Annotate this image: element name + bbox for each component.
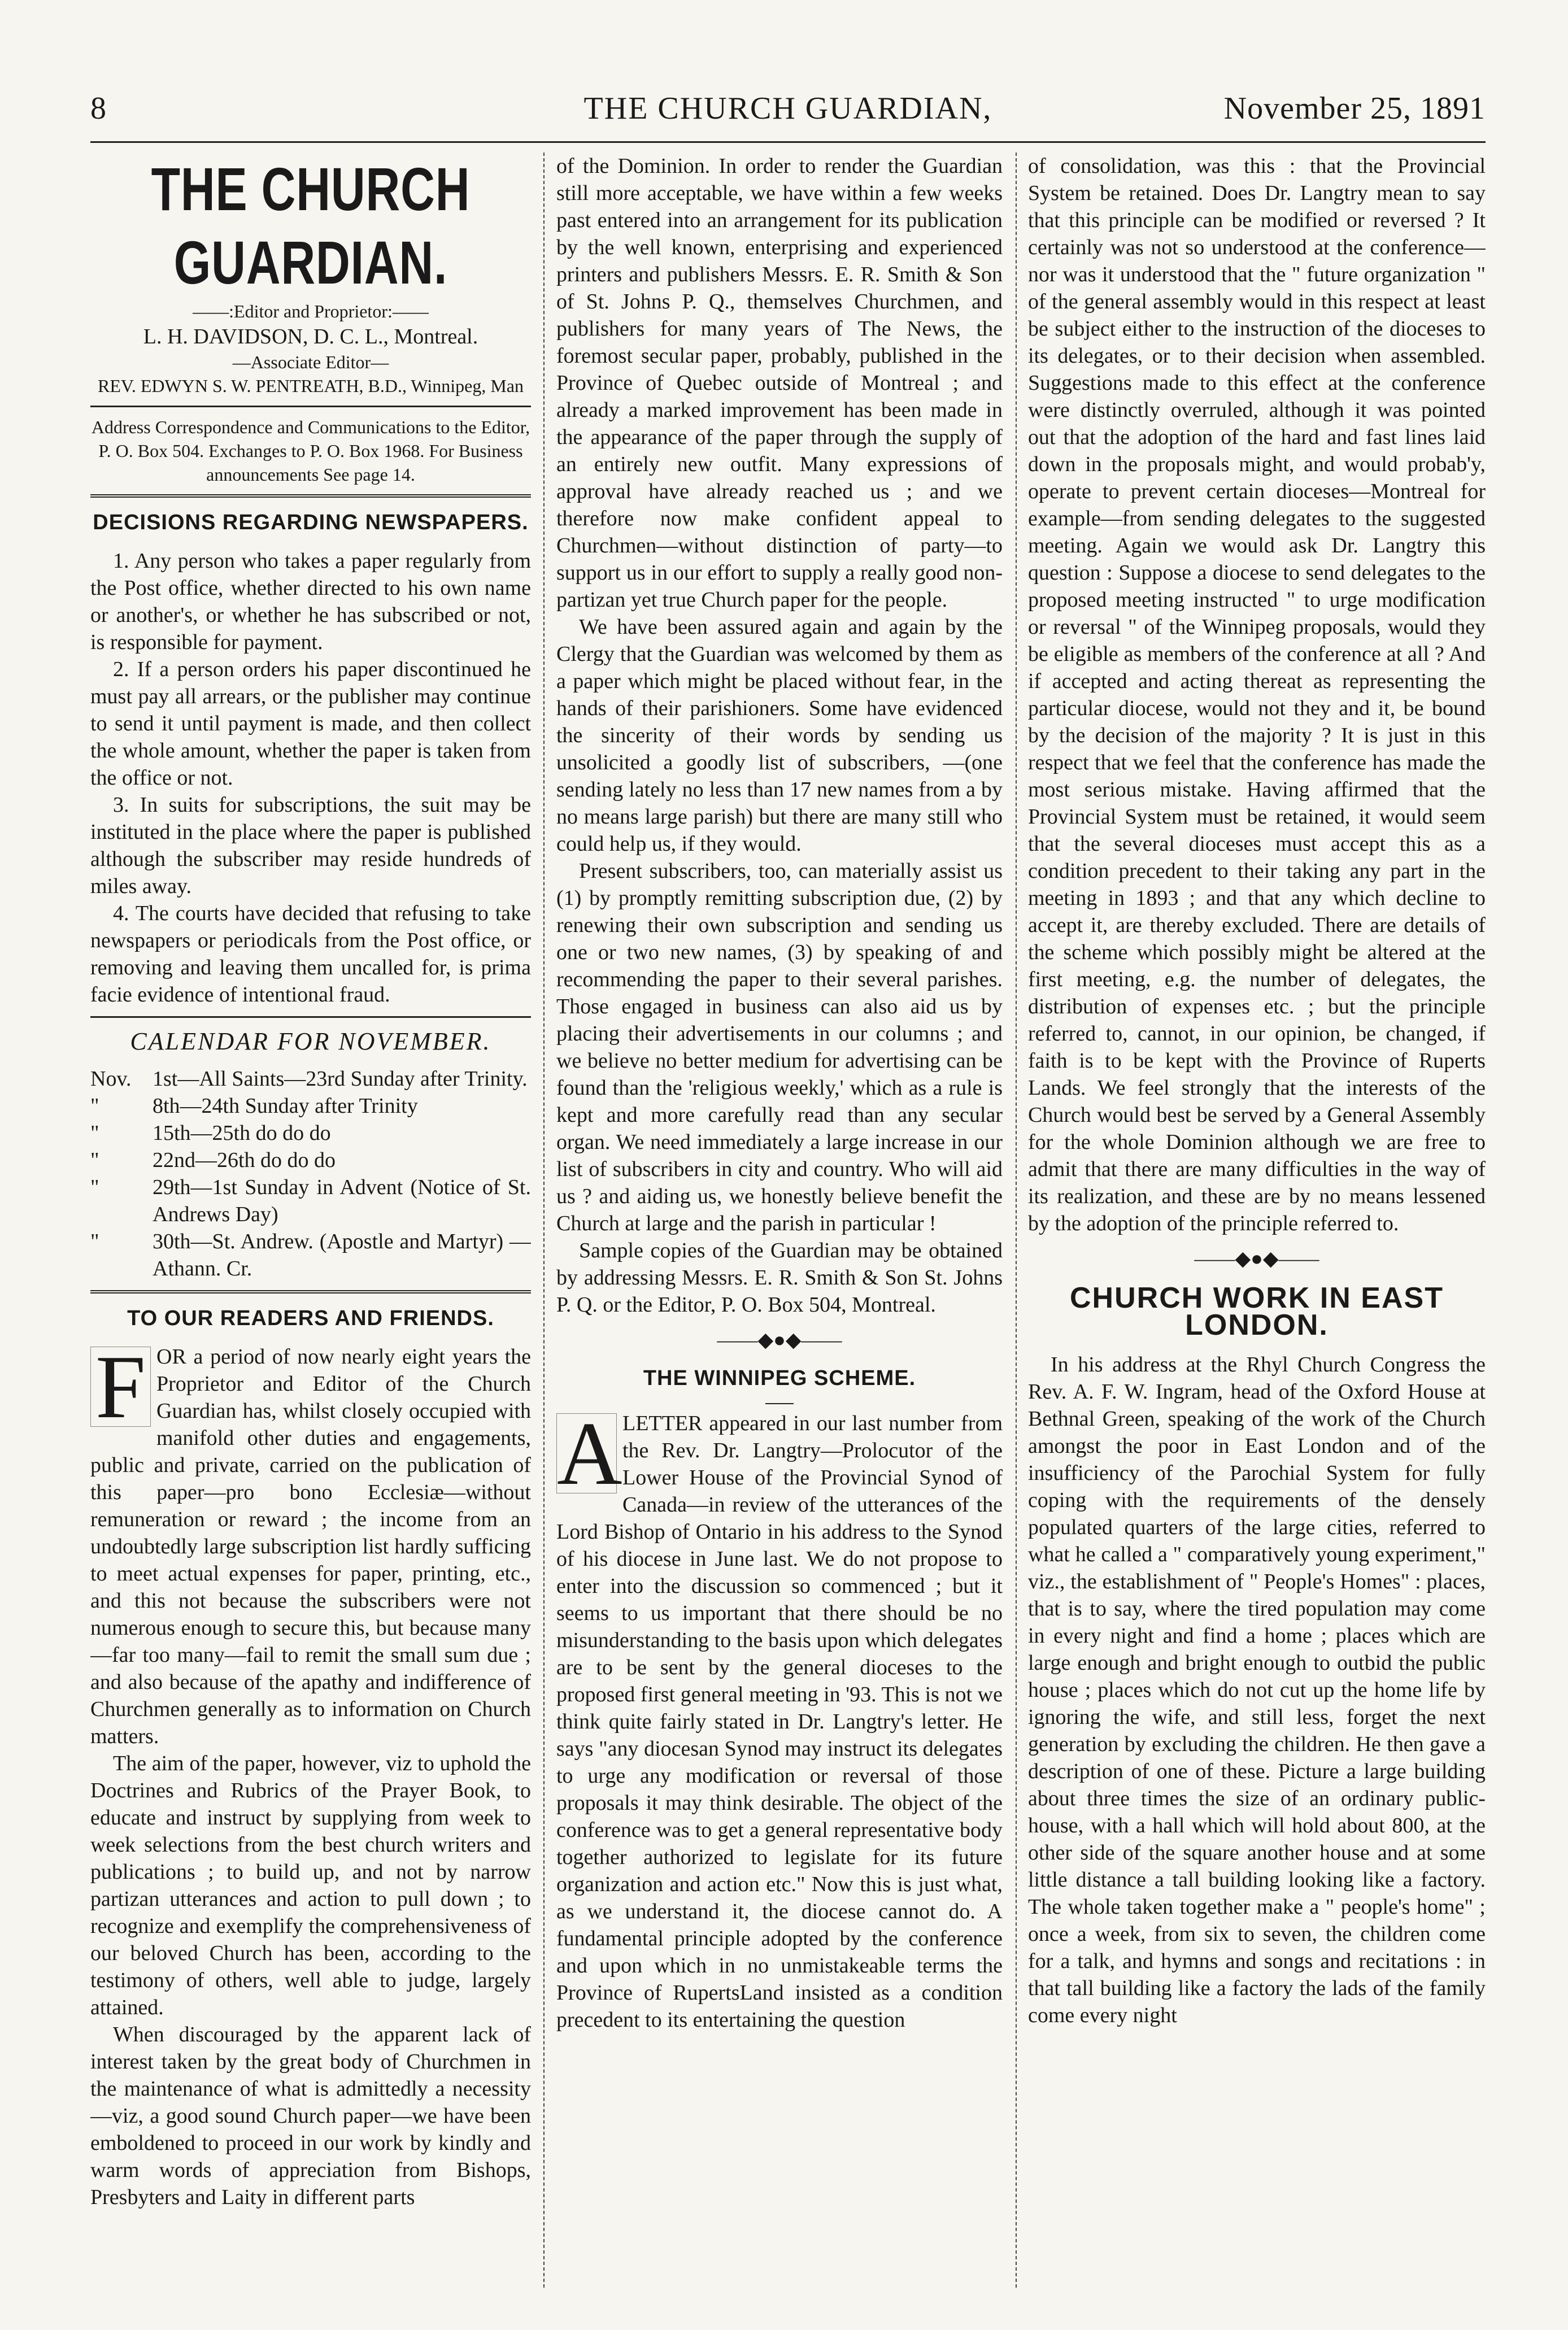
calendar-month: " <box>90 1230 99 1253</box>
issue-date: November 25, 1891 <box>1223 91 1486 126</box>
associate-name: REV. EDWYN S. W. PENTREATH, B.D., Winnipeg, Man <box>98 376 524 396</box>
readers-paragraph: of the Dominion. In order to render the Guardian still more acceptable, we have within a few weeks past entered into an arrangement for its publication by the well known, enterprising and experienced printers and publishers Messrs. E. R. Smith & Son of St. Johns P. Q., themselves Churchmen, and publishers for many years of The News, the foremost secular paper, probably, published in the Province of Quebec outside of Montreal ; and already a marked improvement has been made in the appearance of the paper through the supply of an entirely new outfit. Many expressions of approval have already reached us ; and we therefore now make confident appeal to Churchmen—without distinction of party—to support us in our effort to supply a really good non-partizan yet true Church paper for the people. <box>556 154 1003 612</box>
readers-heading: TO OUR READERS AND FRIENDS. <box>127 1306 494 1330</box>
divider <box>90 494 531 498</box>
readers-paragraph: We have been assured again and again by the Clergy that the Guardian was welcomed by them as a paper which might be placed without fear, in the hands of their parishioners. Some have evidenced the sincerity of their words by sending us unsolicited a goodly list of subscribers, —(one sending lately no less than 17 new names from a by no means large parish) but there are many still who could help us, if they would. <box>556 615 1003 856</box>
divider <box>90 406 531 407</box>
editor-name: L. H. DAVIDSON, D. C. L., Montreal. <box>143 325 478 349</box>
decision-item: 2. If a person orders his paper discontinued he must pay all arrears, or the publisher may continue to send it until payment is made, and then collect the whole amount, whether the paper is taken from the office or not. <box>90 657 531 790</box>
readers-paragraph: The aim of the paper, however, viz to uphold the Doctrines and Rubrics of the Prayer Book, to educate and instruct by supplying from week to week selections from the best church writers and publications ; to build up, and not by narrow partizan utterances and action to pull down ; to recognize and exemplify the comprehensiveness of our beloved Church has been, according to the testimony of others, well able to judge, largely attained. <box>90 1752 531 2019</box>
winnipeg-paragraph: of consolidation, was this : that the Provincial System be retained. Does Dr. Langtry mean to say that this principle can be modified or reversed ? It certainly was not so understood at the conference—nor was it understood that the " future organization " of the general assembly would in this respect at least be subject either to the instruction of the dioceses to its delegates, or to their decision when assembled. Suggestions made to this effect at the conference were distinctly overruled, although it was pointed out that the adoption of the hard and fast lines laid down in the proposals might, and would probab'y, operate to prevent certain dioceses—Montreal for example—from sending delegates to the suggested meeting. Again we would ask Dr. Langtry this question : Suppose a diocese to send delegates to the proposed meeting instructed " to urge modification or reversal " of the Winnipeg proposals, would they be eligible as members of the conference at all ? And if accepted and acting thereat as representing the particular diocese, would not they and it, be bound by the decision of the majority ? It is just in this respect that we feel that the conference has made the most serious mistake. Having affirmed that the Provincial System must be retained, it would seem that the several dioceses must accept this as a condition precedent to their taking any part in the meeting in 1893 ; and that any which decline to accept it, are thereby excluded. There are details of the scheme which possibly might be altered at the first meeting, e.g. the number of delegates, the distribution of expenses etc. ; but the principle referred to, cannot, in our opinion, be changed, if faith is to be kept with the Province of Ruperts Lands. We feel strongly that the interests of the Church would best be served by a General Assembly for the whole Dominion although we are free to admit that there are many difficulties in the way of its realization, and these are by no means lessened by the adoption of the principle referred to. <box>1028 154 1486 1235</box>
calendar-month: Nov. <box>90 1067 132 1091</box>
east-london-paragraph: In his address at the Rhyl Church Congress the Rev. A. F. W. Ingram, head of the Oxford House at Bethnal Green, speaking of the work of the Church amongst the poor in East London and of the insufficiency of the Parochial System for fully coping with the requirements of the densely populated quarters of the large cities, referred to what he called a " comparatively young experiment," viz., the establishment of " People's Homes" : places, that is to say, where the tired population may come in every night and find a home ; places which are large enough and bright enough to outbid the public house ; places which do not cut up the home life by ignoring the wife, and still less, forget the next generation by excluding the children. He then gave a description of one of these. Picture a large building about three times the size of an ordinary public-house, with a hall which will hold about 800, at the other side of the square another house and at some little distance a tall building looking like a factory. The whole taken together make a " people's home" ; once a week, from six to seven, the children come for a talk, and hymns and songs and recitations : in that tall building like a factory the lads of the family come every night <box>1028 1353 1486 2027</box>
readers-paragraph: Present subscribers, too, can materially assist us (1) by promptly remitting subscription due, (2) by renewing their own subscription and sending us one or two new names, (3) by speaking of and recommending the paper to their several parishes. Those engaged in business can also aid us by placing their advertisements in our columns ; and we believe no better medium for advertising can be found than the 'religious weekly,' which as a rule is kept and more carefully read than any secular organ. We need immediately a large increase in our list of subscribers in city and country. Who will aid us ? and aiding us, we honestly believe benefit the Church at large and the parish in particular ! <box>556 859 1003 1235</box>
calendar-month: " <box>90 1094 99 1118</box>
column-3 <box>1028 153 1486 2299</box>
calendar-entry: 22nd—26th do do do <box>153 1148 336 1172</box>
column-divider <box>543 153 545 2288</box>
associate-label: —Associate Editor— <box>232 352 389 372</box>
calendar-heading: CALENDAR FOR NOVEMBER. <box>130 1027 491 1055</box>
decision-item: 3. In suits for subscriptions, the suit may be instituted in the place where the paper is published although the subscriber may reside hundreds of miles away. <box>90 793 531 898</box>
decision-item: 4. The courts have decided that refusing to take newspapers or periodicals from the Post office, or removing and leaving them uncalled for, is prima facie evidence of intentional fraud. <box>90 901 531 1007</box>
running-title: THE CHURCH GUARDIAN, <box>583 91 992 126</box>
column-divider <box>1016 153 1017 2288</box>
divider <box>90 1290 531 1294</box>
calendar-month: " <box>90 1175 99 1199</box>
masthead-title: THE CHURCH GUARDIAN. <box>151 155 471 297</box>
calendar-entry: 1st—All Saints—23rd Sunday after Trinity. <box>153 1067 528 1091</box>
decision-item: 1. Any person who takes a paper regularly from the Post office, whether directed to his own name or another's, or whether he has subscribed or not, is responsible for payment. <box>90 549 531 654</box>
calendar-entry: 29th—1st Sunday in Advent (Notice of St. Andrews Day) <box>153 1175 531 1226</box>
ornament-divider: ——◆●◆—— <box>717 1329 842 1351</box>
winnipeg-text: LETTER appeared in our last number from the Rev. Dr. Langtry—Prolocutor of the Lower House of the Provincial Synod of Canada—in review of the utterances of the Lord Bishop of Ontario in his address to the Synod of his diocese in June last. We do not propose to enter into the discussion so commenced ; but it seems to us important that there should be no misunderstanding to the basis upon which delegates are to be sent by the general dioceses to the proposed first general meeting in '93. This is not we think quite fairly stated in Dr. Langtry's letter. He says "any diocesan Synod may instruct its delegates to urge any modification or reversal of those proposals it may think desirable. The object of the conference was to get a general representative body together authorized to legislate for its future organization and action etc." Now this is just what, as we understand it, the diocese cannot do. A fundamental principle adopted by the conference and upon which in no unmistakeable terms the Province of RupertsLand insisted as a condition precedent to its entertaining the question <box>556 1412 1003 2032</box>
calendar-entry: 8th—24th Sunday after Trinity <box>153 1094 418 1118</box>
readers-paragraph: Sample copies of the Guardian may be obtained by addressing Messrs. E. R. Smith & Son St. Johns P. Q. or the Editor, P. O. Box 504, Montreal. <box>556 1239 1003 1317</box>
calendar-entry: 15th—25th do do do <box>153 1121 331 1145</box>
calendar-table <box>90 1065 531 1282</box>
decisions-heading: DECISIONS REGARDING NEWSPAPERS. <box>93 511 529 534</box>
calendar-month: " <box>90 1121 99 1145</box>
column-1 <box>90 153 531 2299</box>
east-london-heading: CHURCH WORK IN EAST LONDON. <box>1070 1282 1444 1342</box>
editor-label: ——:Editor and Proprietor:—— <box>193 301 429 321</box>
calendar-month: " <box>90 1148 99 1172</box>
readers-text: OR a period of now nearly eight years the Proprietor and Editor of the Church Guardian has, whilst closely occupied with manifold other duties and engagements, public and private, carried on the publication of this paper—pro bono Ecclesiæ—without remuneration or reward ; the income from an undoubtedly large subscription list hardly sufficing to meet actual expenses for paper, printing, etc., and this not because the subscribers were not numerous enough to secure this, but because many—far too many—fail to remit the small sum due ; and also because of the apathy and indifference of Churchmen generally as to information on Church matters. <box>90 1345 531 1748</box>
readers-paragraph <box>90 1336 531 1750</box>
dropcap-letter: F <box>90 1347 151 1427</box>
calendar-entry: 30th—St. Andrew. (Apostle and Martyr) —Athann. Cr. <box>153 1230 531 1281</box>
divider <box>765 1403 794 1404</box>
readers-paragraph: When discouraged by the apparent lack of interest taken by the great body of Churchmen in the maintenance of what is admittedly a necessity—viz, a good sound Church paper—we have been emboldened to proceed in our work by kindly and warm words of appreciation from Bishops, Presbyters and Laity in different parts <box>90 2023 531 2209</box>
column-2 <box>556 153 1003 2299</box>
running-head <box>90 85 1486 136</box>
dropcap-letter: A <box>557 1403 622 1504</box>
page-number: 8 <box>90 91 106 126</box>
divider <box>90 1016 531 1018</box>
header-rule <box>90 141 1486 143</box>
ornament-divider: ——◆●◆—— <box>1194 1247 1319 1270</box>
winnipeg-paragraph <box>556 1403 1003 2033</box>
address-notice: Address Correspondence and Communications to the Editor, P. O. Box 504. Exchanges to P. O. Box 1968. For Business announcements See page 14. <box>91 417 530 485</box>
winnipeg-heading: THE WINNIPEG SCHEME. <box>643 1366 916 1390</box>
